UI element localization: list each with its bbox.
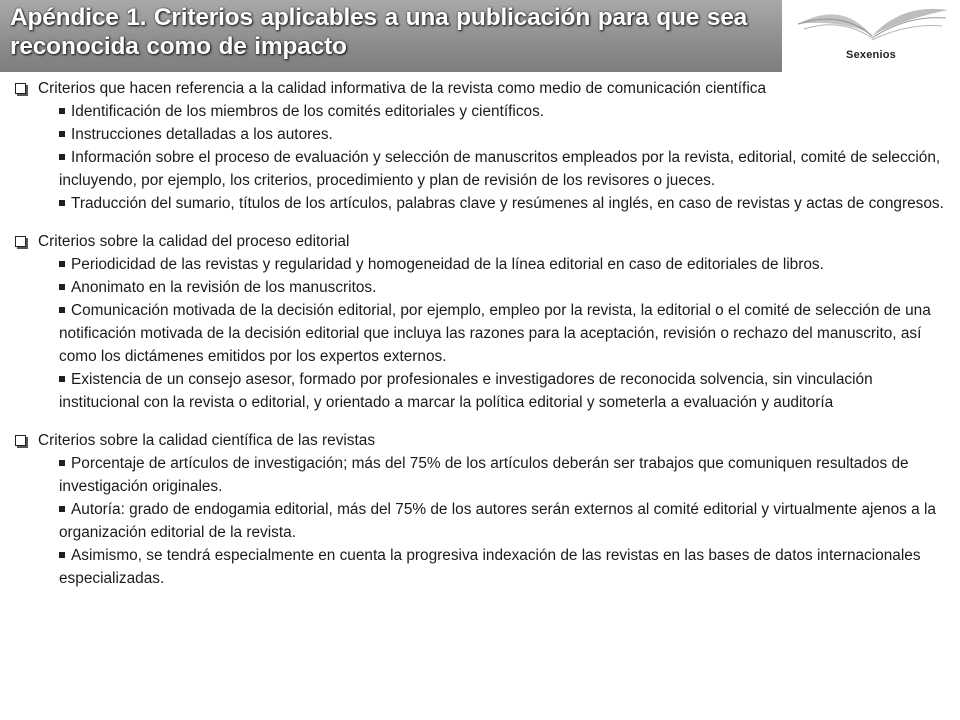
list-item <box>59 368 952 414</box>
list-item <box>59 123 952 146</box>
checkbox-bullet-icon <box>15 435 26 446</box>
square-bullet-icon <box>59 131 65 137</box>
square-bullet-icon <box>59 307 65 313</box>
list-item-text: Autoría: grado de endogamia editorial, más del 75% de los autores serán externos al comité editorial y virtualmente ajenos a la organización editorial de la revista. <box>59 501 936 541</box>
square-bullet-icon <box>59 376 65 382</box>
list-item-text: Asimismo, se tendrá especialmente en cuenta la progresiva indexación de las revistas en las bases de datos internacionales especializadas. <box>59 547 921 587</box>
section-heading <box>12 77 952 100</box>
section-scientific-quality <box>12 429 952 590</box>
logo-label: Sexenios <box>846 49 896 61</box>
list-item <box>59 192 952 215</box>
list-item-text: Traducción del sumario, títulos de los artículos, palabras clave y resúmenes al inglés, en caso de revistas y actas de congresos. <box>71 195 944 212</box>
section-heading-text: Criterios sobre la calidad científica de las revistas <box>38 432 376 449</box>
page-title: Apéndice 1. Criterios aplicables a una publicación para que sea reconocida como de impacto <box>10 4 748 60</box>
list-item-text: Comunicación motivada de la decisión editorial, por ejemplo, empleo por la revista, la editorial o el comité de selección de una notificación motivada de la decisión editorial que incluya las razones para la aceptación, revisión o rechazo del manuscrito, así como los dictámenes emitidos por los expertos externos. <box>59 302 931 365</box>
logo <box>782 0 960 72</box>
list-item-text: Porcentaje de artículos de investigación; más del 75% de los artículos deberán ser trabajos que comuniquen resultados de investigación originales. <box>59 455 909 495</box>
list-item <box>59 544 952 590</box>
section-heading <box>12 429 952 452</box>
title-band <box>0 0 782 72</box>
checkbox-bullet-icon <box>15 236 26 247</box>
section-heading-text: Criterios sobre la calidad del proceso editorial <box>38 233 350 250</box>
list-item <box>59 253 952 276</box>
list-item-text: Información sobre el proceso de evaluación y selección de manuscritos empleados por la revista, editorial, comité de selección, incluyendo, por ejemplo, los criterios, procedimiento y plan de revisión de los revisores o jueces. <box>59 149 941 189</box>
list-item-text: Existencia de un consejo asesor, formado por profesionales e investigadores de reconocida solvencia, sin vinculación institucional con la revista o editorial, y orientado a marcar la política editorial y someterla a evaluación y auditoría <box>59 371 873 411</box>
square-bullet-icon <box>59 108 65 114</box>
list-item-text: Periodicidad de las revistas y regularidad y homogeneidad de la línea editorial en caso de editoriales de libros. <box>71 256 824 273</box>
square-bullet-icon <box>59 261 65 267</box>
square-bullet-icon <box>59 284 65 290</box>
section-heading <box>12 230 952 253</box>
main-content <box>12 77 952 590</box>
list-item-text: Instrucciones detalladas a los autores. <box>71 126 333 143</box>
square-bullet-icon <box>59 506 65 512</box>
section-heading-text: Criterios que hacen referencia a la calidad informativa de la revista como medio de comunicación científica <box>38 80 767 97</box>
list-item <box>59 498 952 544</box>
square-bullet-icon <box>59 200 65 206</box>
section-editorial-process <box>12 230 952 414</box>
criteria-list <box>59 452 952 590</box>
criteria-list <box>59 253 952 414</box>
list-item <box>59 146 952 192</box>
criteria-list <box>59 100 952 215</box>
square-bullet-icon <box>59 552 65 558</box>
list-item <box>59 100 952 123</box>
list-item-text: Anonimato en la revisión de los manuscritos. <box>71 279 377 296</box>
list-item <box>59 299 952 368</box>
list-item <box>59 276 952 299</box>
list-item-text: Identificación de los miembros de los comités editoriales y científicos. <box>71 103 545 120</box>
list-item <box>59 452 952 498</box>
open-book-icon <box>792 2 952 50</box>
section-informative-quality <box>12 77 952 215</box>
checkbox-bullet-icon <box>15 83 26 94</box>
square-bullet-icon <box>59 154 65 160</box>
square-bullet-icon <box>59 460 65 466</box>
